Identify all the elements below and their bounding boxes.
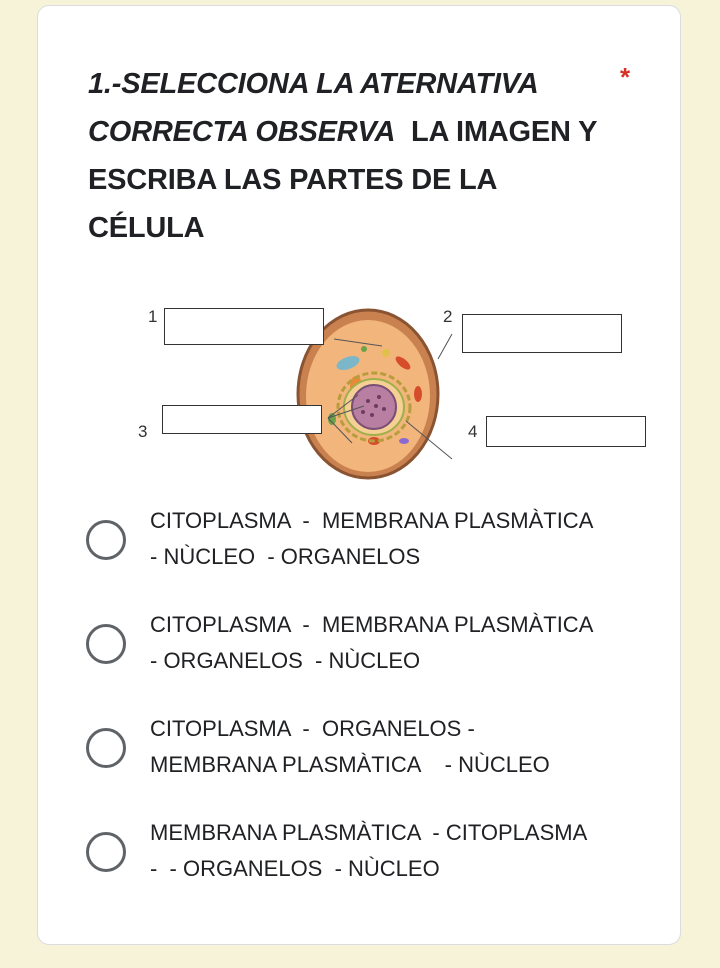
radio-button[interactable]	[86, 832, 126, 872]
question-line-2-italic: CORRECTA OBSERVA	[88, 116, 396, 148]
option-label-line-2: MEMBRANA PLASMÀTICA - NÙCLEO	[150, 752, 550, 777]
option-label	[150, 815, 630, 887]
option-label	[150, 503, 630, 575]
figure-blank-2	[462, 314, 622, 353]
figure-label-3: 3	[138, 422, 148, 441]
organelle-shape	[361, 346, 367, 352]
option-label-line-2: - ORGANELOS - NÙCLEO	[150, 648, 421, 673]
figure-label-1: 1	[148, 307, 158, 326]
answer-options	[86, 501, 646, 917]
required-asterisk: *	[620, 62, 631, 92]
option-2[interactable]	[86, 605, 646, 709]
organelle-shape	[382, 349, 390, 357]
option-label-line-1: CITOPLASMA - MEMBRANA PLASMÀTICA	[150, 612, 594, 637]
organelle-shape	[399, 438, 409, 444]
question-card	[37, 5, 681, 945]
nucleolus-dot	[366, 399, 370, 403]
nucleolus-dot	[374, 404, 378, 408]
question-line-1: 1.-SELECCIONA LA ATERNATIVA	[88, 68, 539, 100]
option-label	[150, 607, 630, 679]
option-label-line-1: CITOPLASMA - ORGANELOS -	[150, 716, 475, 741]
pointer-line-2	[438, 334, 452, 359]
figure-blank-4	[486, 416, 646, 447]
cell-diagram	[106, 291, 626, 486]
question-line-2-rest: LA IMAGEN Y	[395, 116, 598, 148]
option-label	[150, 711, 630, 783]
nucleus-shape	[352, 385, 396, 429]
organelle-shape	[414, 386, 422, 402]
nucleolus-dot	[377, 395, 381, 399]
option-3[interactable]	[86, 709, 646, 813]
radio-button[interactable]	[86, 624, 126, 664]
question-title	[88, 60, 618, 252]
figure-label-2: 2	[443, 307, 453, 326]
question-line-3: ESCRIBA LAS PARTES DE LA	[88, 164, 498, 196]
question-line-4: CÉLULA	[88, 212, 205, 244]
option-4[interactable]	[86, 813, 646, 917]
nucleolus-dot	[382, 407, 386, 411]
option-label-line-1: CITOPLASMA - MEMBRANA PLASMÀTICA	[150, 508, 594, 533]
nucleolus-dot	[361, 410, 365, 414]
figure-blank-3	[162, 405, 322, 434]
radio-button[interactable]	[86, 728, 126, 768]
figure-blank-1	[164, 308, 324, 345]
nucleolus-dot	[370, 413, 374, 417]
radio-button[interactable]	[86, 520, 126, 560]
option-label-line-1: MEMBRANA PLASMÀTICA - CITOPLASMA	[150, 820, 588, 845]
option-label-line-2: - - ORGANELOS - NÙCLEO	[150, 856, 440, 881]
figure-label-4: 4	[468, 422, 478, 441]
option-1[interactable]	[86, 501, 646, 605]
option-label-line-2: - NÙCLEO - ORGANELOS	[150, 544, 421, 569]
